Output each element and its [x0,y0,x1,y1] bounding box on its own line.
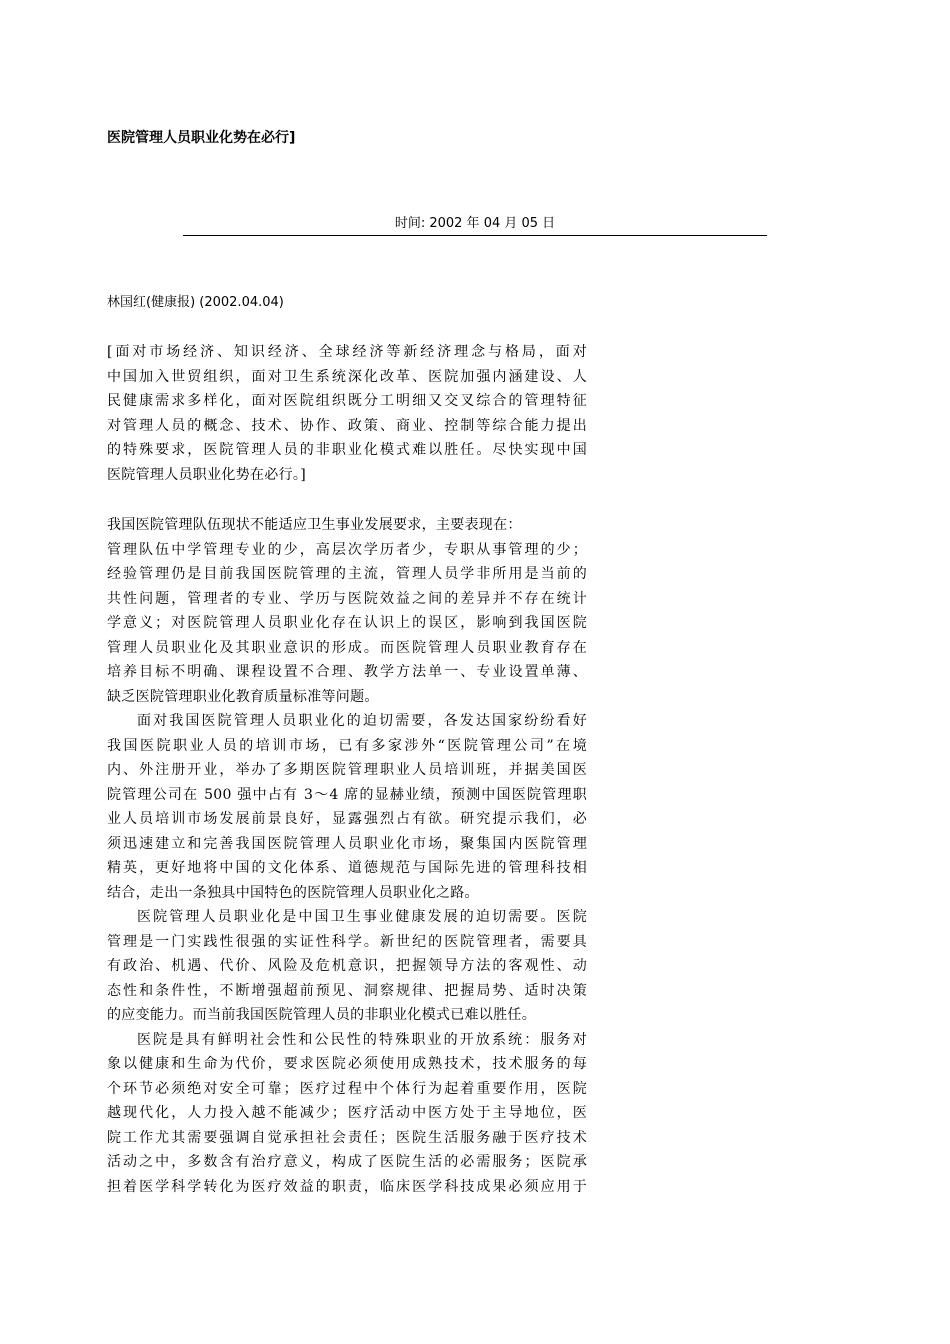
body-line: 我国医院职业人员的培训市场，已有多家涉外“医院管理公司”在境 [107,737,587,754]
body-line: 活动之中，多数含有治疗意义，构成了医院生活的必需服务；医院承 [107,1154,587,1170]
body-line: 结合，走出一条独具中国特色的医院管理人员职业化之路。 [107,884,479,901]
body-line: 经验管理仍是目前我国医院管理的主流，管理人员学非所用是当前的 [107,566,587,582]
body-line: 越现代化，人力投入越不能减少；医疗活动中医方处于主导地位，医 [107,1105,587,1121]
body-line: 象以健康和生命为代价，要求医院必须使用成熟技术，技术服务的每 [107,1056,587,1072]
body-line: 缺乏医院管理职业化教育质量标准等问题。 [107,688,379,705]
body-line: 医院是具有鲜明社会性和公民性的特殊职业的开放系统：服务对 [137,1031,587,1048]
body-line: 态性和条件性，不断增强超前预见、洞察规律、把握局势、适时决策 [107,982,587,999]
body-line: 业人员培训市场发展前景良好，显露强烈占有欲。研究提示我们，必 [107,811,587,827]
body-line: 院工作尤其需要强调自觉承担社会责任；医院生活服务融于医疗技术 [107,1129,587,1146]
body-line: 管理是一门实践性很强的实证性科学。新世纪的医院管理者，需要具 [107,933,587,950]
body-line: 学意义；对医院管理人员职业化存在认识上的误区，影响到我国医院 [107,615,587,631]
body-line: 面对我国医院管理人员职业化的迫切需要，各发达国家纷纷看好 [137,713,587,729]
body-line: 内、外注册开业，举办了多期医院管理职业人员培训班，并据美国医 [107,762,587,778]
body-line: 院管理公司在 500 强中占有 3～4 席的显赫业绩，预测中国医院管理职 [107,786,587,803]
author-byline: 林国红(健康报) (2002.04.04) [107,295,284,310]
body-line: 培养目标不明确、课程设置不合理、教学方法单一、专业设置单薄、 [107,664,587,680]
summary-line: [面对市场经济、知识经济、全球经济等新经济理念与格局，面对 [107,344,587,360]
article-title: 医院管理人员职业化势在必行] [107,130,296,146]
body-line: 的应变能力。而当前我国医院管理人员的非职业化模式已难以胜任。 [107,1007,536,1023]
summary-line: 的特殊要求，医院管理人员的非职业化模式难以胜任。尽快实现中国 [107,442,587,458]
body-line: 须迅速建立和完善我国医院管理人员职业化市场，聚集国内医院管理 [107,835,587,852]
divider-line [183,235,767,236]
publish-date: 时间: 2002 年 04 月 05 日 [394,216,556,231]
body-line: 我国医院管理队伍现状不能适应卫生事业发展要求，主要表现在： [107,517,522,533]
body-line: 医院管理人员职业化是中国卫生事业健康发展的迫切需要。医院 [137,909,587,925]
summary-line: 民健康需求多样化，面对医院组织既分工明细又交叉综合的管理特征 [107,393,587,409]
body-line: 管理队伍中学管理专业的少，高层次学历者少，专职从事管理的少； [107,541,587,558]
summary-line: 对管理人员的概念、技术、协作、政策、商业、控制等综合能力提出 [107,417,587,434]
summary-line: 中国加入世贸组织，面对卫生系统深化改革、医院加强内涵建设、人 [107,368,587,385]
body-line: 精英，更好地将中国的文化体系、道德规范与国际先进的管理科技相 [107,860,587,876]
body-line: 有政治、机遇、代价、风险及危机意识，把握领导方法的客观性、动 [107,958,587,974]
body-line: 担着医学科学转化为医疗效益的职责，临床医学科技成果必须应用于 [107,1178,587,1195]
body-line: 管理人员职业化及其职业意识的形成。而医院管理人员职业教育存在 [107,639,587,656]
body-line: 共性问题，管理者的专业、学历与医院效益之间的差异并不存在统计 [107,590,587,607]
summary-line: 医院管理人员职业化势在必行。] [107,466,306,483]
body-line: 个环节必须绝对安全可靠；医疗过程中个体行为起着重要作用，医院 [107,1080,587,1097]
article-summary [107,340,587,487]
article-body [107,513,587,1199]
